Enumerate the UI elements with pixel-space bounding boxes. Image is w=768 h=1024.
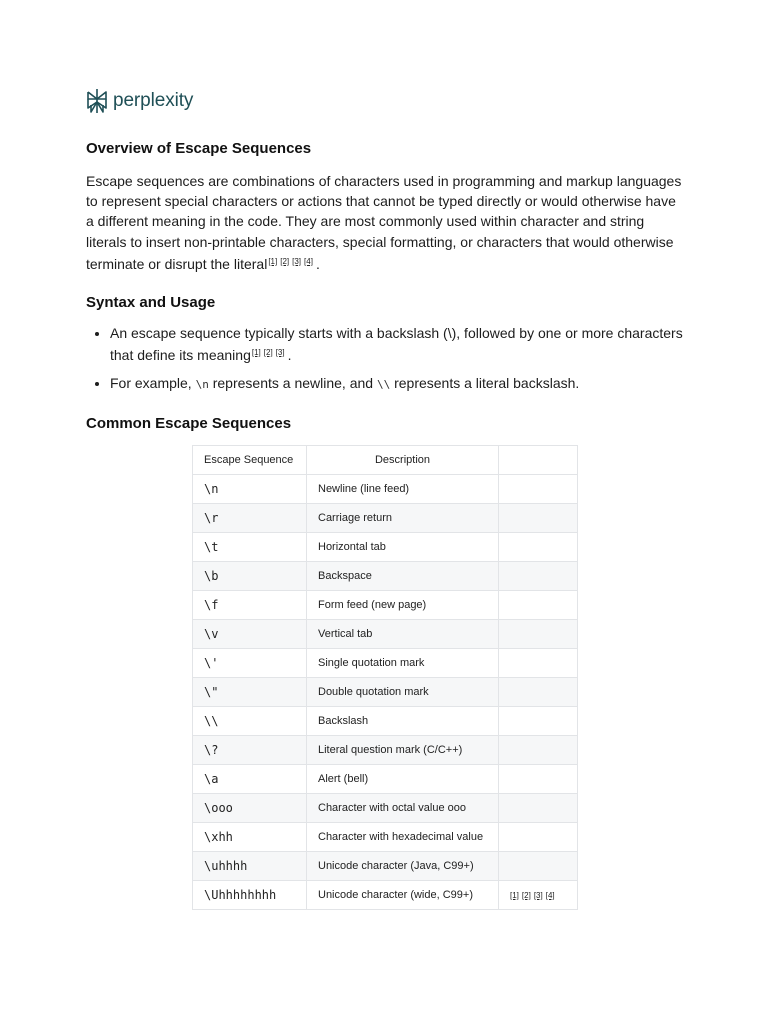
list-item — [110, 373, 690, 395]
table-row — [193, 823, 578, 852]
sources-cell — [499, 475, 578, 504]
description-cell: Character with hexadecimal value — [307, 823, 499, 852]
escape-sequence-table — [192, 445, 578, 910]
citation-link[interactable]: [4] — [304, 256, 313, 266]
sources-cell — [499, 678, 578, 707]
syntax-list — [86, 323, 690, 403]
bullet-text: An escape sequence typically starts with a backslash (\), followed by one or more characters that define its meaning — [110, 325, 683, 363]
escape-sequence-cell: \a — [193, 765, 307, 794]
citation-link[interactable]: [3] — [533, 891, 543, 900]
sources-cell — [499, 707, 578, 736]
description-cell: Horizontal tab — [307, 533, 499, 562]
sources-cell — [499, 562, 578, 591]
bullet-text: represents a newline, and — [208, 375, 377, 391]
inline-code: \n — [195, 378, 209, 391]
table-row — [193, 533, 578, 562]
common-heading: Common Escape Sequences — [86, 415, 292, 432]
description-cell: Form feed (new page) — [307, 591, 499, 620]
citation-link[interactable]: [4] — [545, 891, 555, 900]
table-row — [193, 475, 578, 504]
sources-cell — [499, 620, 578, 649]
description-cell: Backspace — [307, 562, 499, 591]
citation-link[interactable]: [2] — [521, 891, 531, 900]
overview-text: Escape sequences are combinations of characters used in programming and markup languages to represent special characters or actions that cannot be typed directly or would otherwise have a different meaning in the code. They are most commonly used within character and string literals to insert non-printable characters, special formatting, or characters that would otherwise terminate or disrupt the literal — [86, 173, 682, 272]
description-cell: Carriage return — [307, 504, 499, 533]
citation-link[interactable]: [1] — [510, 891, 519, 900]
sources-cell — [499, 649, 578, 678]
sources-cell — [499, 504, 578, 533]
overview-paragraph — [86, 171, 686, 274]
escape-sequence-cell: \xhh — [193, 823, 307, 852]
escape-sequence-cell: \b — [193, 562, 307, 591]
table-body — [193, 475, 578, 910]
perplexity-wordmark: perplexity — [113, 90, 194, 111]
table-row — [193, 881, 578, 910]
perplexity-logo — [86, 88, 193, 114]
sources-cell — [499, 533, 578, 562]
column-header-sources — [499, 446, 578, 475]
sources-cell — [499, 794, 578, 823]
column-header-sequence: Escape Sequence — [193, 446, 307, 475]
list-item — [110, 323, 690, 365]
sources-cell — [499, 823, 578, 852]
table-header-row — [193, 446, 578, 475]
table-row — [193, 765, 578, 794]
overview-citations — [268, 257, 316, 266]
escape-sequence-cell: \ooo — [193, 794, 307, 823]
description-cell: Unicode character (Java, C99+) — [307, 852, 499, 881]
description-cell: Vertical tab — [307, 620, 499, 649]
escape-sequence-cell: \r — [193, 504, 307, 533]
bullet-citations — [252, 348, 288, 357]
description-cell: Single quotation mark — [307, 649, 499, 678]
citation-link[interactable]: [3] — [275, 348, 285, 357]
description-cell: Backslash — [307, 707, 499, 736]
description-cell: Literal question mark (C/C++) — [307, 736, 499, 765]
escape-sequence-cell: \Uhhhhhhhh — [193, 881, 307, 910]
table-row — [193, 591, 578, 620]
perplexity-logo-icon — [86, 88, 108, 114]
column-header-description: Description — [307, 446, 499, 475]
citation-link[interactable]: [3] — [292, 256, 302, 266]
bullet-text: For example, — [110, 375, 196, 391]
escape-sequence-cell: \uhhhh — [193, 852, 307, 881]
citation-link[interactable]: [2] — [280, 256, 290, 266]
table-row — [193, 707, 578, 736]
escape-sequence-cell: \? — [193, 736, 307, 765]
citation-link[interactable]: [2] — [263, 348, 273, 357]
table-row — [193, 852, 578, 881]
description-cell: Double quotation mark — [307, 678, 499, 707]
description-cell: Character with octal value ooo — [307, 794, 499, 823]
description-cell: Unicode character (wide, C99+) — [307, 881, 499, 910]
citation-link[interactable]: [1] — [251, 348, 261, 357]
escape-sequence-cell: \\ — [193, 707, 307, 736]
syntax-heading: Syntax and Usage — [86, 294, 216, 311]
escape-sequence-cell: \" — [193, 678, 307, 707]
bullet-period: . — [287, 347, 292, 363]
sources-cell — [499, 852, 578, 881]
table-row — [193, 649, 578, 678]
description-cell: Newline (line feed) — [307, 475, 499, 504]
overview-period: . — [315, 255, 320, 272]
description-cell: Alert (bell) — [307, 765, 499, 794]
table-row — [193, 794, 578, 823]
sources-cell — [499, 881, 578, 910]
escape-sequence-cell: \' — [193, 649, 307, 678]
table-row — [193, 504, 578, 533]
escape-sequence-cell: \n — [193, 475, 307, 504]
table-row — [193, 620, 578, 649]
sources-cell — [499, 591, 578, 620]
row-citations — [510, 891, 558, 900]
sources-cell — [499, 765, 578, 794]
bullet-text: represents a literal backslash. — [390, 375, 580, 391]
table-row — [193, 736, 578, 765]
sources-cell — [499, 736, 578, 765]
table-row — [193, 562, 578, 591]
escape-sequence-cell: \t — [193, 533, 307, 562]
overview-heading: Overview of Escape Sequences — [86, 140, 312, 157]
inline-code: \\ — [376, 378, 391, 391]
escape-sequence-cell: \v — [193, 620, 307, 649]
citation-link[interactable]: [1] — [268, 256, 278, 266]
escape-sequence-cell: \f — [193, 591, 307, 620]
table-row — [193, 678, 578, 707]
